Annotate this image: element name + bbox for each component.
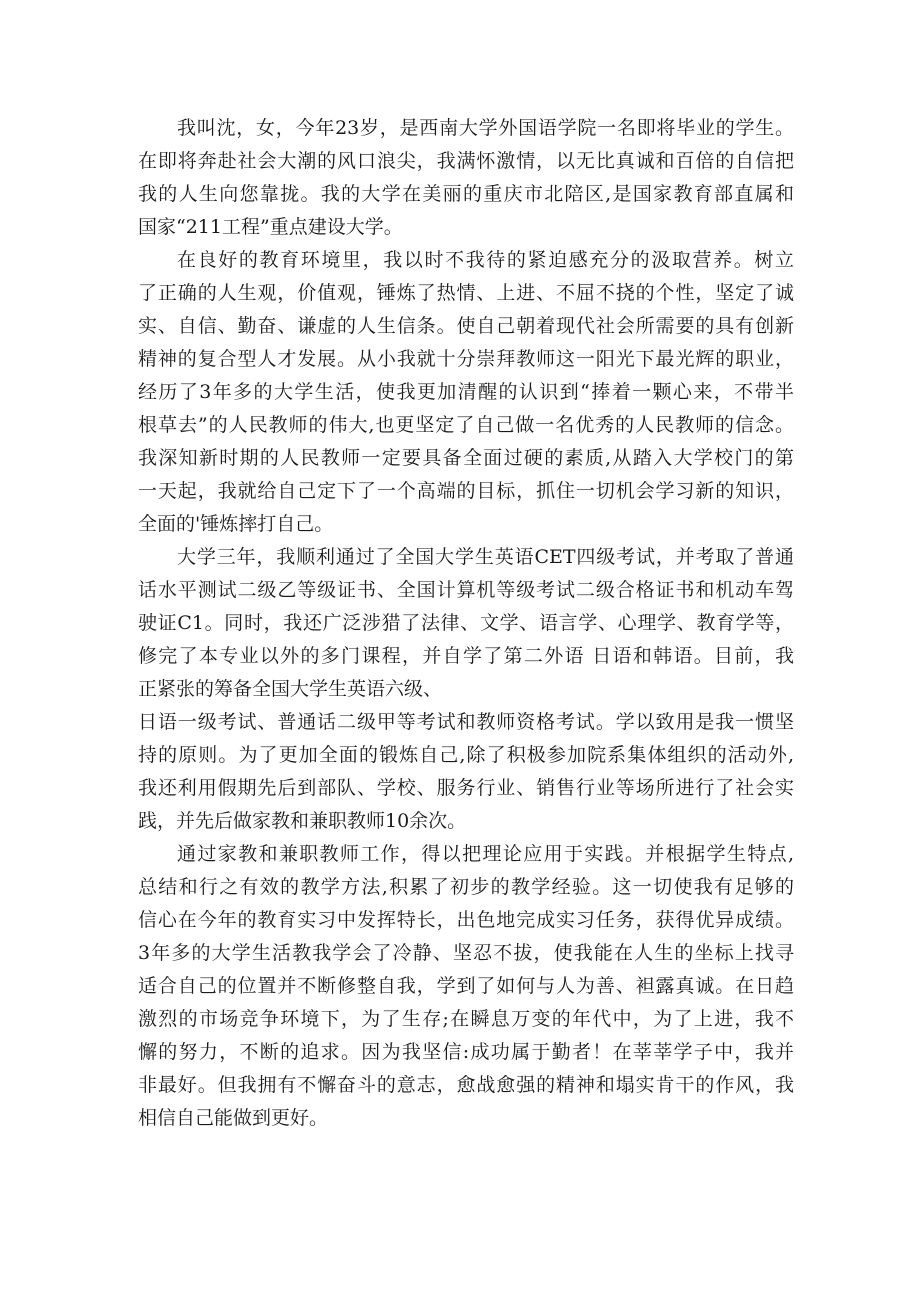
text-line: 一天起，我就给自己定下了一个高端的目标，抓住一切机会学习新的知识， (138, 480, 794, 502)
paragraph-5 (138, 838, 794, 1135)
text-line: 相信自己能做到更好。 (138, 1107, 329, 1129)
text-line: 根草去”的人民教师的伟大,也更坚定了自己做一名优秀的人民教师的信念。 (138, 414, 794, 436)
text-line: 信心在今年的教育实习中发挥特长，出色地完成实习任务，获得优异成绩。 (138, 909, 794, 931)
text-line: 修完了本专业以外的多门课程，并自学了第二外语 日语和韩语。目前，我 (138, 645, 794, 667)
text-line: 经历了3年多的大学生活，使我更加清醒的认识到“捧着一颗心来，不带半 (138, 381, 794, 403)
text-line: 懈的努力，不断的追求。因为我坚信:成功属于勤者！在莘莘学子中，我并 (138, 1041, 794, 1063)
text-line: 总结和行之有效的教学方法,积累了初步的教学经验。这一切使我有足够的 (138, 876, 794, 898)
paragraph-4 (138, 706, 794, 838)
text-line: 正紧张的筹备全国大学生英语六级、 (138, 678, 443, 700)
text-line: 适合自己的位置并不断修整自我，学到了如何与人为善、袒露真诚。在日趋 (138, 975, 794, 997)
text-line: 我还利用假期先后到部队、学校、服务行业、销售行业等场所进行了社会实 (138, 777, 794, 799)
text-line: 在良好的教育环境里，我以时不我待的紧迫感充分的汲取营养。树立 (177, 249, 794, 271)
text-line: 3年多的大学生活教我学会了冷静、坚忍不拔，使我能在人生的坐标上找寻 (138, 942, 794, 964)
text-line: 激烈的市场竞争环境下，为了生存;在瞬息万变的年代中，为了上进，我不 (138, 1008, 794, 1030)
text-line: 我深知新时期的人民教师一定要具备全面过硬的素质,从踏入大学校门的第 (138, 447, 794, 469)
paragraph-2 (138, 244, 794, 541)
text-line: 我叫沈，女，今年23岁，是西南大学外国语学院一名即将毕业的学生。 (177, 117, 794, 139)
text-line: 全面的'锤炼摔打自己。 (138, 513, 334, 535)
text-line: 精神的复合型人才发展。从小我就十分崇拜教师这一阳光下最光辉的职业， (138, 348, 794, 370)
text-line: 日语一级考试、普通话二级甲等考试和教师资格考试。学以致用是我一惯坚 (138, 711, 794, 733)
text-line: 驶证C1。同时，我还广泛涉猎了法律、文学、语言学、心理学、教育学等， (138, 612, 794, 634)
paragraph-3 (138, 541, 794, 706)
document-page (138, 112, 794, 1135)
text-line: 大学三年，我顺利通过了全国大学生英语CET四级考试，并考取了普通 (177, 546, 794, 568)
text-line: 持的原则。为了更加全面的锻炼自己,除了积极参加院系集体组织的活动外, (138, 744, 794, 766)
text-line: 在即将奔赴社会大潮的风口浪尖，我满怀激情，以无比真诚和百倍的自信把 (138, 150, 794, 172)
text-line: 非最好。但我拥有不懈奋斗的意志，愈战愈强的精神和塌实肯干的作风，我 (138, 1074, 794, 1096)
text-line: 我的人生向您靠拢。我的大学在美丽的重庆市北陪区,是国家教育部直属和 (138, 183, 794, 205)
text-line: 通过家教和兼职教师工作，得以把理论应用于实践。并根据学生特点, (177, 843, 794, 865)
text-line: 国家“211工程”重点建设大学。 (138, 216, 403, 238)
text-line: 话水平测试二级乙等级证书、全国计算机等级考试二级合格证书和机动车驾 (138, 579, 794, 601)
text-line: 践，并先后做家教和兼职教师10余次。 (138, 810, 467, 832)
text-line: 实、自信、勤奋、谦虚的人生信条。使自己朝着现代社会所需要的具有创新 (138, 315, 794, 337)
paragraph-1 (138, 112, 794, 244)
text-line: 了正确的人生观，价值观，锤炼了热情、上进、不屈不挠的个性，坚定了诚 (138, 282, 794, 304)
